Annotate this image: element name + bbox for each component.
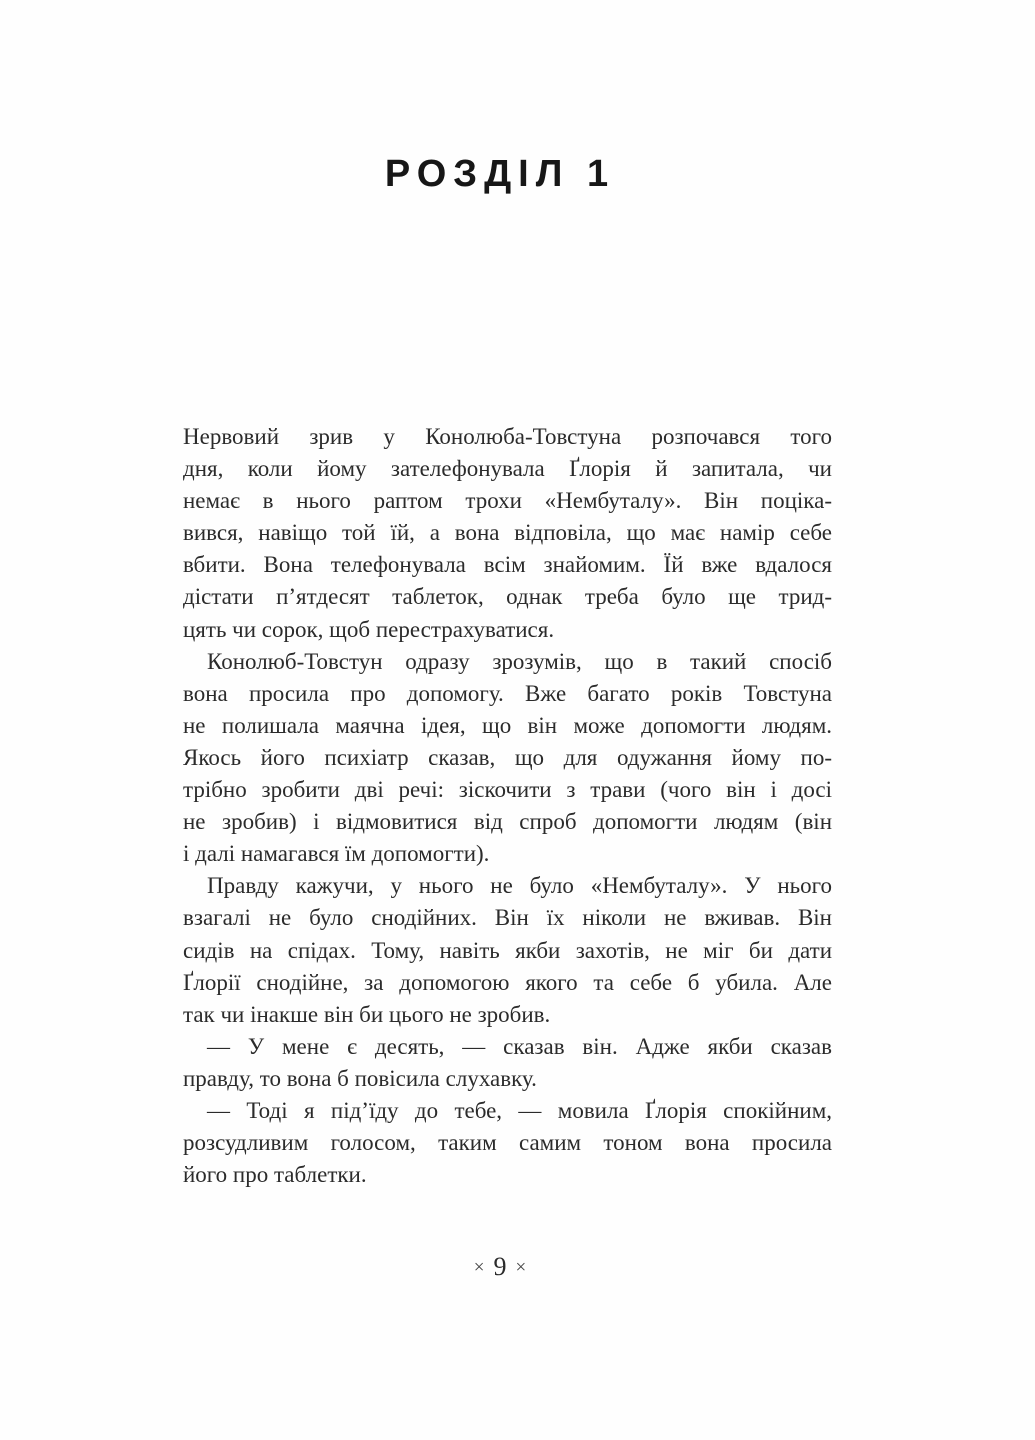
text-line: не зробив) і відмовитися від спроб допомогти людям (він	[183, 809, 832, 835]
text-line: Якось його психіатр сказав, що для одужання йому по-	[183, 744, 832, 770]
text-line: вона просила про допомогу. Вже багато років Товстуна	[183, 680, 832, 706]
text-line: так чи інакше він би цього не зробив.	[183, 1001, 551, 1027]
text-line: трібно зробити дві речі: зіскочити з трави (чого він і досі	[183, 777, 832, 803]
text-line: вився, навіщо той їй, а вона відповіла, що має намір себе	[183, 520, 832, 546]
text-line: цять чи сорок, щоб перестрахуватися.	[183, 616, 555, 642]
text-line: розсудливим голосом, таким самим тоном вона просила	[183, 1130, 832, 1156]
text-line: його про таблетки.	[183, 1162, 367, 1188]
text-line: Ґлорії снодійне, за допомогою якого та себе б убила. Але	[183, 969, 832, 995]
text-line: не полишала маячна ідея, що він може допомогти людям.	[183, 712, 832, 738]
footer-marker-right: ×	[515, 1257, 527, 1278]
paragraph	[183, 421, 832, 646]
text-line: дістати п’ятдесят таблеток, однак треба було ще трид-	[183, 584, 832, 610]
text-line: дня, коли йому зателефонувала Ґлорія й запитала, чи	[183, 456, 832, 482]
text-line: немає в нього раптом трохи «Нембуталу». Він поціка-	[183, 488, 832, 514]
footer-marker-left: ×	[473, 1257, 485, 1278]
text-line: — Тоді я під’їду до тебе, — мовила Ґлорія спокійним,	[207, 1097, 832, 1123]
text-line: взагалі не було снодійних. Він їх ніколи не вживав. Він	[183, 905, 832, 931]
text-line: і далі намагався їм допомогти).	[183, 841, 490, 867]
chapter-title: РОЗДІЛ 1	[384, 153, 616, 195]
page-footer	[180, 1252, 820, 1282]
text-line: сидів на спідах. Тому, навіть якби захотів, не міг би дати	[183, 937, 832, 963]
text-line: Нервовий зрив у Конолюба-Товстуна розпочався того	[183, 424, 832, 449]
paragraph	[183, 646, 832, 871]
text-line: правду, то вона б повісила слухавку.	[183, 1065, 537, 1091]
text-line: Конолюб-Товстун одразу зрозумів, що в такий спосіб	[207, 648, 832, 674]
body-text	[183, 421, 832, 1191]
text-line: Правду кажучи, у нього не було «Нембуталу». У нього	[207, 873, 832, 899]
paragraph	[183, 870, 832, 1030]
text-line: — У мене є десять, — сказав він. Адже якби сказав	[207, 1033, 832, 1059]
page-number: 9	[493, 1252, 507, 1281]
paragraph	[183, 1031, 832, 1095]
paragraph	[183, 1095, 832, 1191]
text-line: вбити. Вона телефонувала всім знайомим. Їй вже вдалося	[183, 552, 832, 578]
